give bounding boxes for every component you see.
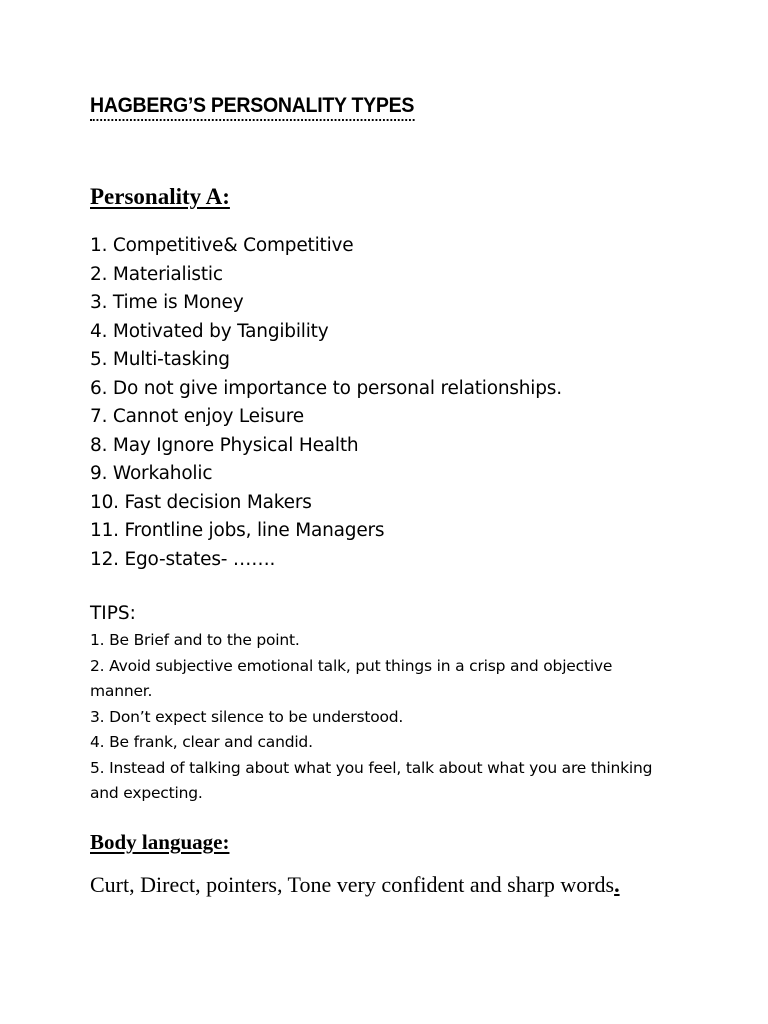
document-title: HAGBERG’S PERSONALITY TYPES [90,94,414,121]
trait-item: 5. Multi-tasking [90,349,230,370]
trait-item: 6. Do not give importance to personal relationships. [90,377,562,399]
tips-list [90,628,670,807]
personality-a-heading: Personality A: [90,184,230,209]
trait-item: 9. Workaholic [90,463,213,484]
body-language-description: Curt, Direct, pointers, Tone very confident and sharp words [90,872,615,897]
trait-item: 4. Motivated by Tangibility [90,320,329,342]
tip-item: 5. Instead of talking about what you feel, talk about what you are thinking and expecting. [90,758,653,802]
trait-item: 11. Frontline jobs, line Managers [90,520,385,541]
trait-item: 1. Competitive& Competitive [90,235,354,256]
body-language-end-mark: . [614,872,620,897]
trait-item: 12. Ego-states- ……. [90,548,276,570]
trait-item: 2. Materialistic [90,263,223,285]
trait-item: 3. Time is Money [90,292,244,313]
trait-item: 10. Fast decision Makers [90,491,312,513]
tip-item: 2. Avoid subjective emotional talk, put things in a crisp and objective manner. [90,656,613,700]
body-language-text [90,870,650,900]
tip-item: 4. Be frank, clear and candid. [90,733,313,751]
trait-item: 7. Cannot enjoy Leisure [90,406,304,427]
tip-item: 3. Don’t expect silence to be understood. [90,707,404,726]
personality-a-trait-list [90,232,562,574]
trait-item: 8. May Ignore Physical Health [90,434,359,456]
body-language-heading: Body language: [90,830,230,854]
tip-item: 1. Be Brief and to the point. [90,631,300,649]
tips-label: TIPS: [90,603,136,624]
